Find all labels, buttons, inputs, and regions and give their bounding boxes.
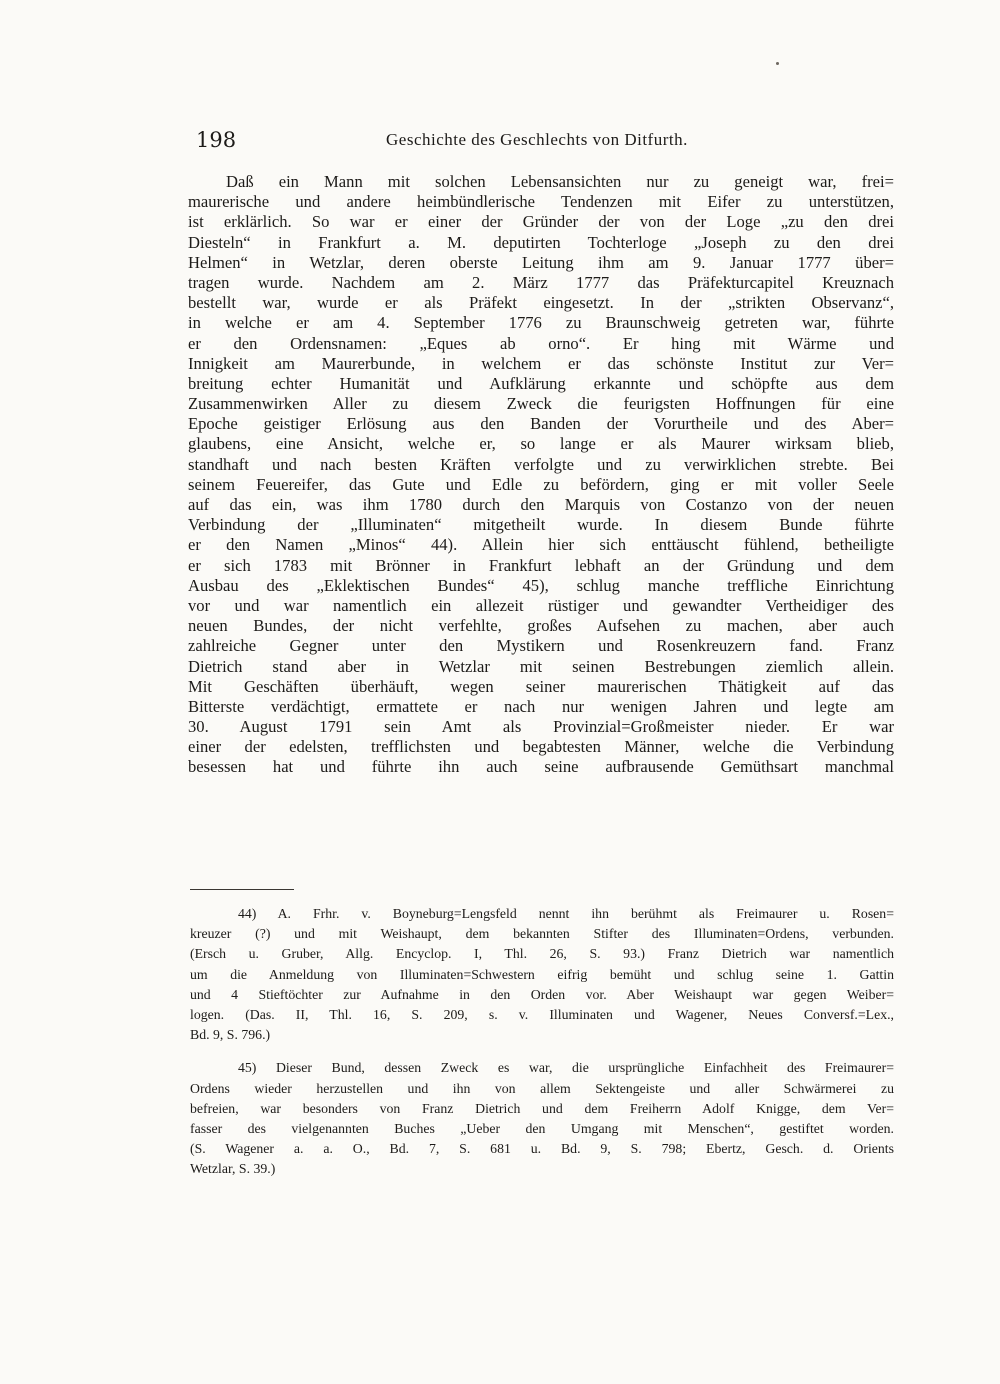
text-line: Verbindung der „Illuminaten“ mitgetheilt wurde. In diesem Bunde führte — [188, 515, 894, 535]
running-title: Geschichte des Geschlechts von Ditfurth. — [386, 130, 688, 149]
text-line: Bd. 9, S. 796.) — [190, 1027, 271, 1043]
text-line: seinem Feuereifer, das Gute und Edle zu befördern, ging er mit voller Seele — [188, 474, 894, 494]
text-line: 30. August 1791 sein Amt als Provinzial=Großmeister nieder. Er war — [188, 717, 894, 737]
text-line: ist erklärlich. So war er einer der Gründer der von der Loge „zu den drei — [188, 212, 894, 232]
text-line: (S. Wagener a. a. O., Bd. 7, S. 681 u. Bd. 9, S. 798; Ebertz, Gesch. d. Orients — [190, 1141, 894, 1157]
footnote-44 — [190, 904, 894, 1045]
paper-speck — [776, 62, 779, 65]
text-line: Daß ein Mann mit solchen Lebensansichten nur zu geneigt war, frei= — [226, 172, 894, 191]
page-header — [196, 128, 896, 158]
text-line: kreuzer (?) und mit Weishaupt, dem bekannten Stifter des Illuminaten=Ordens, verbunden. — [190, 926, 894, 942]
text-line: Diesteln“ in Frankfurt a. M. deputirten Tochterloge „Joseph zu den drei — [188, 232, 894, 252]
text-line: maurerische und andere heimbündlerische Tendenzen mit Eifer zu unterstützen, — [188, 192, 894, 212]
text-line: und 4 Stieftöchter zur Aufnahme in den Orden vor. Aber Weishaupt war gegen Weiber= — [190, 986, 894, 1002]
page-number: 198 — [196, 128, 237, 152]
text-line: 44) A. Frhr. v. Boyneburg=Lengsfeld nennt ihn berühmt als Freimaurer u. Rosen= — [238, 906, 894, 921]
text-line: Mit Geschäften überhäuft, wegen seiner maurerischen Thätigkeit auf das — [188, 676, 894, 696]
text-line: tragen wurde. Nachdem am 2. März 1777 das Präfekturcapitel Kreuznach — [188, 272, 894, 292]
text-line: vor und war namentlich ein allezeit rüstiger und gewandter Vertheidiger des — [188, 595, 894, 615]
text-line: fasser des vielgenannten Buches „Ueber den Umgang mit Menschen“, gestiftet worden. — [190, 1120, 894, 1136]
text-line: zahlreiche Gegner unter den Mystikern und Rosenkreuzern fand. Franz — [188, 636, 894, 656]
text-line: (Ersch u. Gruber, Allg. Encyclop. I, Thl. 26, S. 93.) Franz Dietrich war namentlich — [190, 946, 894, 962]
footnote-divider — [190, 889, 294, 890]
text-line: Zusammenwirken Aller zu diesem Zweck die feurigsten Hoffnungen für eine — [188, 394, 894, 414]
text-line: er den Namen „Minos“ 44). Allein hier sich enttäuscht fühlend, betheiligte — [188, 535, 894, 555]
text-line: befreien, war besonders von Franz Dietrich und dem Freiherrn Adolf Knigge, dem Ver= — [190, 1100, 894, 1116]
text-line: Bitterste verdächtigt, ermattete er nach nur wenigen Jahren und legte am — [188, 696, 894, 716]
text-line: Helmen“ in Wetzlar, deren oberste Leitung ihm am 9. Januar 1777 über= — [188, 252, 894, 272]
text-line: Epoche geistiger Erlösung aus den Banden der Vorurtheile und des Aber= — [188, 414, 894, 434]
text-line: Dietrich stand aber in Wetzlar mit seinen Bestrebungen ziemlich allein. — [188, 656, 894, 676]
text-line: standhaft und nach besten Kräften verfolgte und zu verwirklichen strebte. Bei — [188, 454, 894, 474]
text-line: neuen Bundes, der nicht verfehlte, großes Aufsehen zu machen, aber auch — [188, 616, 894, 636]
text-line: glaubens, eine Ansicht, welche er, so lange er als Maurer wirksam blieb, — [188, 434, 894, 454]
text-line: auf das ein, was ihm 1780 durch den Marquis von Costanzo von der neuen — [188, 495, 894, 514]
text-line: besessen hat und führte ihn auch seine aufbrausende Gemüthsart manchmal — [188, 757, 894, 777]
text-line: breitung echter Humanität und Aufklärung erkannte und schöpfte aus dem — [188, 373, 894, 393]
text-line: Innigkeit am Maurerbunde, in welchem er das schönste Institut zur Ver= — [188, 353, 894, 373]
text-line: er den Ordensnamen: „Eques ab orno“. Er hing mit Wärme und — [188, 333, 894, 353]
text-line: in welche er am 4. September 1776 zu Braunschweig getreten war, führte — [188, 313, 894, 333]
text-line: einer der edelsten, trefflichsten und begabtesten Männer, welche die Verbindung — [188, 737, 894, 757]
text-line: Wetzlar, S. 39.) — [190, 1161, 276, 1177]
main-text-block — [188, 172, 894, 778]
text-line: um die Anmeldung von Illuminaten=Schwestern eifrig bemüht und schlug seine 1. Gattin — [190, 966, 894, 982]
text-line: 45) Dieser Bund, dessen Zweck es war, die ursprüngliche Einfachheit des Freimaurer= — [238, 1060, 894, 1076]
footnote-45 — [190, 1058, 894, 1179]
text-line: Ordens wieder herzustellen und ihn von allem Sektengeiste und aller Schwärmerei zu — [190, 1080, 894, 1096]
text-line: bestellt war, wurde er als Präfekt eingesetzt. In der „strikten Observanz“, — [188, 293, 894, 313]
text-line: logen. (Das. II, Thl. 16, S. 209, s. v. Illuminaten und Wagener, Neues Conversf.=Lex., — [190, 1006, 894, 1022]
footnotes-block — [190, 904, 894, 1179]
text-line: er sich 1783 mit Brönner in Frankfurt lebhaft an der Gründung und dem — [188, 555, 894, 575]
text-line: Ausbau des „Eklektischen Bundes“ 45), schlug manche treffliche Einrichtung — [188, 575, 894, 595]
